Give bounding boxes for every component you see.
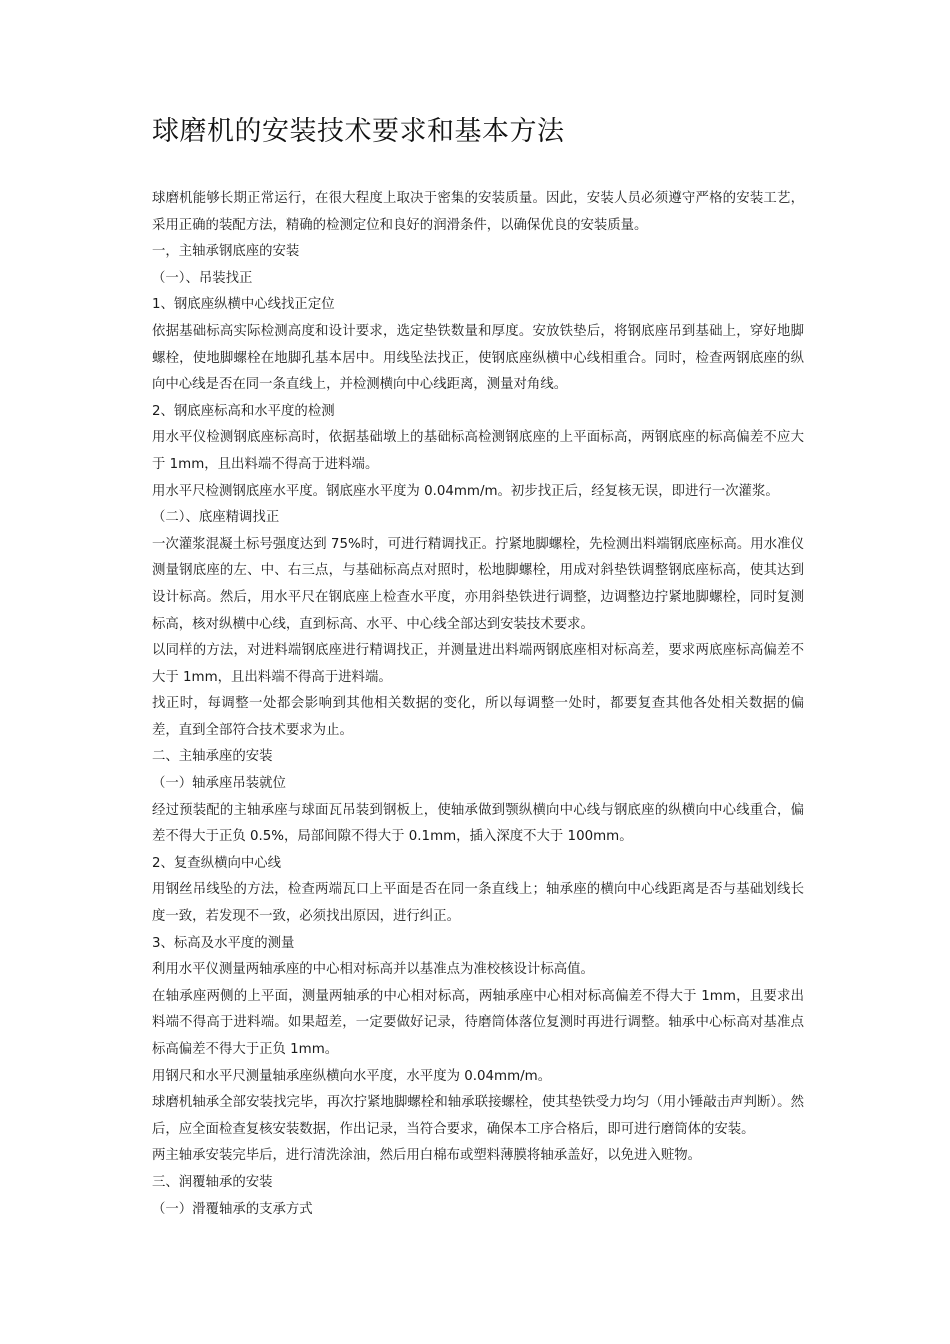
paragraph: 经过预装配的主轴承座与球面瓦吊装到钢板上，使轴承做到颚纵横向中心线与钢底座的纵横向中心线重合，偏差不得大于正负 0.5%，局部间隙不得大于 0.1mm，插入深度不大于 100mm。 — [152, 802, 804, 845]
paragraph: 用水平尺检测钢底座水平度。钢底座水平度为 0.04mm/m。初步找正后，经复核无误，即进行一次灌浆。 — [152, 483, 779, 499]
paragraph: 找正时，每调整一处都会影响到其他相关数据的变化，所以每调整一处时，都要复查其他各处相关数据的偏差，直到全部符合技术要求为止。 — [152, 696, 804, 738]
document-page — [152, 112, 804, 1223]
document-body — [152, 186, 804, 1223]
item-heading-2-3: 3、标高及水平度的测量 — [152, 935, 295, 951]
subsection-heading-1-2: （二）、底座精调找正 — [152, 510, 280, 526]
item-heading-1: 1、钢底座纵横中心线找正定位 — [152, 297, 335, 313]
paragraph-intro: 球磨机能够长期正常运行，在很大程度上取决于密集的安装质量。因此，安装人员必须遵守严格的安装工艺，采用正确的装配方法，精确的检测定位和良好的润滑条件，以确保优良的安装质量。 — [152, 191, 804, 233]
item-heading-2: 2、钢底座标高和水平度的检测 — [152, 403, 335, 419]
paragraph: 两主轴承安装完毕后，进行清洗涂油，然后用白棉布或塑料薄膜将轴承盖好，以免进入赃物。 — [152, 1148, 702, 1164]
subsection-heading-3-1: （一）滑覆轴承的支承方式 — [152, 1201, 313, 1217]
paragraph: 用水平仪检测钢底座标高时，依据基础墩上的基础标高检测钢底座的上平面标高，两钢底座的标高偏差不应大于 1mm，且出料端不得高于进料端。 — [152, 430, 804, 472]
page-title: 球磨机的安装技术要求和基本方法 — [152, 116, 565, 147]
paragraph: 用钢尺和水平尺测量轴承座纵横向水平度，水平度为 0.04mm/m。 — [152, 1068, 552, 1084]
section-heading-3: 三、润覆轴承的安装 — [152, 1174, 273, 1190]
subsection-heading-2-1: （一）轴承座吊装就位 — [152, 776, 286, 792]
paragraph: 以同样的方法，对进料端钢底座进行精调找正，并测量进出料端两钢底座相对标高差，要求两底座标高偏差不大于 1mm，且出料端不得高于进料端。 — [152, 643, 804, 685]
item-heading-2-2: 2、复查纵横向中心线 — [152, 855, 282, 871]
paragraph: 用钢丝吊线坠的方法，检查两端瓦口上平面是否在同一条直线上；轴承座的横向中心线距离是否与基础划线长度一致，若发现不一致，必须找出原因，进行纠正。 — [152, 882, 804, 925]
paragraph: 利用水平仪测量两轴承座的中心相对标高并以基准点为准校核设计标高值。 — [152, 962, 594, 978]
paragraph: 一次灌浆混凝土标号强度达到 75%时，可进行精调找正。拧紧地脚螺栓，先检测出料端钢底座标高。用水准仪测量钢底座的左、中、右三点，与基础标高点对照时，松地脚螺栓，用成对斜垫铁调整钢底座标高，使其达到设计标高。然后，用水平尺在钢底座上检查水平度，亦用斜垫铁进行调整，边调整边拧紧地脚螺栓，同时复测标高，核对纵横中心线，直到标高、水平、中心线全部达到安装技术要求。 — [152, 536, 804, 632]
paragraph: 球磨机轴承全部安装找完毕，再次拧紧地脚螺栓和轴承联接螺栓，使其垫铁受力均匀（用小锤敲击声判断）。然后，应全面检查复核安装数据，作出记录，当符合要求，确保本工序合格后，即可进行磨筒体的安装。 — [152, 1095, 804, 1137]
subsection-heading-1-1: （一）、吊装找正 — [152, 270, 253, 286]
paragraph: 依据基础标高实际检测高度和设计要求，选定垫铁数量和厚度。安放铁垫后，将钢底座吊到基础上，穿好地脚螺栓，使地脚螺栓在地脚孔基本居中。用线坠法找正，使钢底座纵横中心线相重合。同时，检查两钢底座的纵向中心线是否在同一条直线上，并检测横向中心线距离，测量对角线。 — [152, 323, 804, 393]
paragraph: 在轴承座两侧的上平面，测量两轴承的中心相对标高，两轴承座中心相对标高偏差不得大于 1mm，且要求出料端不得高于进料端。如果超差，一定要做好记录，待磨筒体落位复测时再进行调整。轴承中心标高对基准点标高偏差不得大于正负 1mm。 — [152, 988, 804, 1057]
section-heading-2: 二、主轴承座的安装 — [152, 749, 273, 765]
section-heading-1: 一，主轴承钢底座的安装 — [152, 244, 300, 260]
